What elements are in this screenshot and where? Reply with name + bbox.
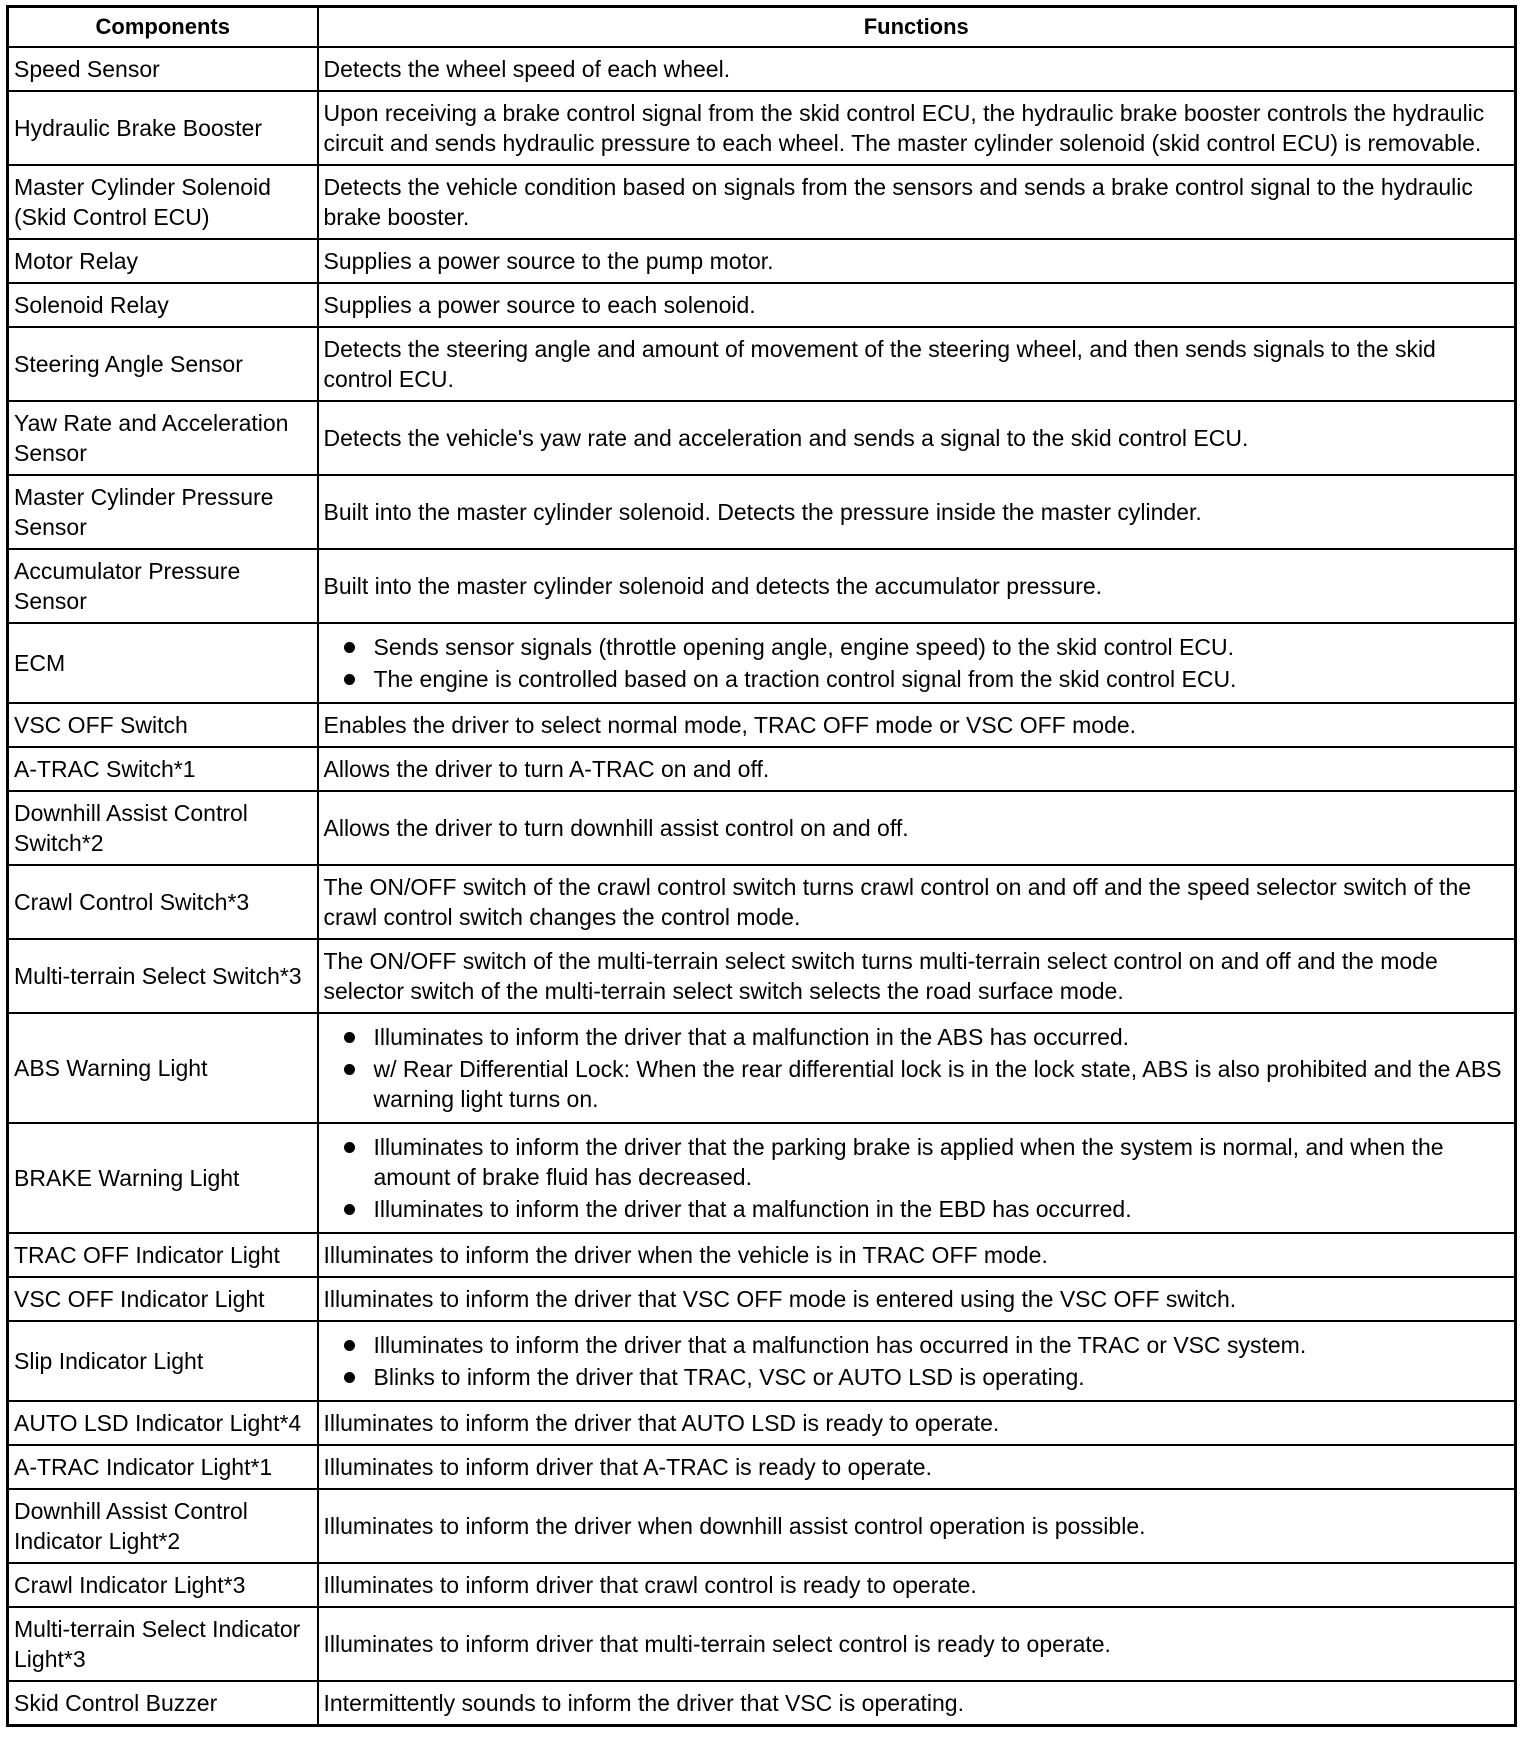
- table-row: [8, 1445, 1516, 1489]
- header-components: Components: [8, 7, 318, 48]
- components-table-container: [6, 5, 1514, 1727]
- function-bullet-item: [324, 1330, 1510, 1360]
- function-cell: Illuminates to inform the driver when the vehicle is in TRAC OFF mode.: [318, 1233, 1516, 1277]
- table-row: [8, 939, 1516, 1013]
- table-row: [8, 623, 1516, 703]
- function-bullet-text: Sends sensor signals (throttle opening angle, engine speed) to the skid control ECU.: [373, 634, 1234, 660]
- function-cell: Illuminates to inform driver that crawl control is ready to operate.: [318, 1563, 1516, 1607]
- table-row: [8, 401, 1516, 475]
- function-cell: Built into the master cylinder solenoid and detects the accumulator pressure.: [318, 549, 1516, 623]
- component-cell: A-TRAC Switch*1: [8, 747, 318, 791]
- table-row: [8, 1489, 1516, 1563]
- function-cell: Intermittently sounds to inform the driver that VSC is operating.: [318, 1681, 1516, 1726]
- component-cell: Crawl Indicator Light*3: [8, 1563, 318, 1607]
- component-cell: TRAC OFF Indicator Light: [8, 1233, 318, 1277]
- table-header-row: [8, 7, 1516, 48]
- table-row: [8, 1681, 1516, 1726]
- component-cell: Yaw Rate and Acceleration Sensor: [8, 401, 318, 475]
- component-cell: A-TRAC Indicator Light*1: [8, 1445, 318, 1489]
- function-bullet-text: Illuminates to inform the driver that the parking brake is applied when the system is normal, and when the amount of brake fluid has decreased.: [373, 1134, 1444, 1190]
- function-cell: Allows the driver to turn downhill assist control on and off.: [318, 791, 1516, 865]
- function-bullet-item: [324, 664, 1510, 694]
- component-cell: Speed Sensor: [8, 47, 318, 91]
- function-bullet-text: Blinks to inform the driver that TRAC, VSC or AUTO LSD is operating.: [373, 1364, 1085, 1390]
- component-cell: VSC OFF Indicator Light: [8, 1277, 318, 1321]
- table-row: [8, 475, 1516, 549]
- component-cell: Crawl Control Switch*3: [8, 865, 318, 939]
- bullet-dot-icon: [344, 1204, 355, 1215]
- function-cell: Detects the vehicle condition based on signals from the sensors and sends a brake control signal to the hydraulic brake booster.: [318, 165, 1516, 239]
- function-cell: The ON/OFF switch of the multi-terrain select switch turns multi-terrain select control on and off and the mode selector switch of the multi-terrain select switch selects the road surface mode.: [318, 939, 1516, 1013]
- table-body: [8, 47, 1516, 1726]
- function-bullet-list: [324, 632, 1510, 694]
- table-row: [8, 1607, 1516, 1681]
- function-cell: The ON/OFF switch of the crawl control switch turns crawl control on and off and the speed selector switch of the crawl control switch changes the control mode.: [318, 865, 1516, 939]
- function-cell: [318, 1123, 1516, 1233]
- component-cell: VSC OFF Switch: [8, 703, 318, 747]
- component-cell: Downhill Assist Control Indicator Light*2: [8, 1489, 318, 1563]
- table-row: [8, 747, 1516, 791]
- function-bullet-item: [324, 1054, 1510, 1114]
- component-cell: Hydraulic Brake Booster: [8, 91, 318, 165]
- table-row: [8, 47, 1516, 91]
- function-cell: [318, 1013, 1516, 1123]
- component-cell: Solenoid Relay: [8, 283, 318, 327]
- table-row: [8, 1277, 1516, 1321]
- bullet-dot-icon: [344, 642, 355, 653]
- function-cell: Supplies a power source to the pump motor.: [318, 239, 1516, 283]
- function-bullet-text: w/ Rear Differential Lock: When the rear differential lock is in the lock state, ABS is also prohibited and the ABS warning light turns on.: [373, 1056, 1502, 1112]
- table-row: [8, 1563, 1516, 1607]
- function-cell: Illuminates to inform the driver that AUTO LSD is ready to operate.: [318, 1401, 1516, 1445]
- function-bullet-text: Illuminates to inform the driver that a malfunction in the EBD has occurred.: [373, 1196, 1132, 1222]
- table-row: [8, 91, 1516, 165]
- table-row: [8, 549, 1516, 623]
- component-cell: ECM: [8, 623, 318, 703]
- bullet-dot-icon: [344, 1372, 355, 1383]
- function-bullet-item: [324, 632, 1510, 662]
- table-row: [8, 1123, 1516, 1233]
- function-cell: Detects the steering angle and amount of movement of the steering wheel, and then sends signals to the skid control ECU.: [318, 327, 1516, 401]
- function-bullet-list: [324, 1330, 1510, 1392]
- function-cell: Detects the vehicle's yaw rate and acceleration and sends a signal to the skid control ECU.: [318, 401, 1516, 475]
- function-cell: Illuminates to inform the driver when downhill assist control operation is possible.: [318, 1489, 1516, 1563]
- table-row: [8, 327, 1516, 401]
- function-cell: Upon receiving a brake control signal from the skid control ECU, the hydraulic brake booster controls the hydraulic circuit and sends hydraulic pressure to each wheel. The master cylinder solenoid (skid control ECU) is removable.: [318, 91, 1516, 165]
- bullet-dot-icon: [344, 1142, 355, 1153]
- component-cell: ABS Warning Light: [8, 1013, 318, 1123]
- table-row: [8, 865, 1516, 939]
- component-cell: Downhill Assist Control Switch*2: [8, 791, 318, 865]
- function-bullet-item: [324, 1194, 1510, 1224]
- function-cell: Allows the driver to turn A-TRAC on and off.: [318, 747, 1516, 791]
- function-cell: Illuminates to inform the driver that VSC OFF mode is entered using the VSC OFF switch.: [318, 1277, 1516, 1321]
- bullet-dot-icon: [344, 1340, 355, 1351]
- component-cell: Slip Indicator Light: [8, 1321, 318, 1401]
- table-row: [8, 239, 1516, 283]
- function-cell: Supplies a power source to each solenoid.: [318, 283, 1516, 327]
- table-row: [8, 1013, 1516, 1123]
- function-bullet-text: Illuminates to inform the driver that a malfunction in the ABS has occurred.: [373, 1024, 1130, 1050]
- function-bullet-item: [324, 1132, 1510, 1192]
- component-cell: Multi-terrain Select Switch*3: [8, 939, 318, 1013]
- function-bullet-list: [324, 1022, 1510, 1114]
- component-cell: BRAKE Warning Light: [8, 1123, 318, 1233]
- bullet-dot-icon: [344, 1032, 355, 1043]
- components-functions-table: [6, 5, 1517, 1727]
- function-cell: Detects the wheel speed of each wheel.: [318, 47, 1516, 91]
- function-cell: Built into the master cylinder solenoid. Detects the pressure inside the master cylinder.: [318, 475, 1516, 549]
- function-cell: [318, 623, 1516, 703]
- table-row: [8, 283, 1516, 327]
- function-cell: Enables the driver to select normal mode, TRAC OFF mode or VSC OFF mode.: [318, 703, 1516, 747]
- component-cell: Motor Relay: [8, 239, 318, 283]
- component-cell: AUTO LSD Indicator Light*4: [8, 1401, 318, 1445]
- table-row: [8, 1233, 1516, 1277]
- function-bullet-text: The engine is controlled based on a traction control signal from the skid control ECU.: [373, 666, 1237, 692]
- table-row: [8, 703, 1516, 747]
- header-functions: Functions: [318, 7, 1516, 48]
- component-cell: Accumulator Pressure Sensor: [8, 549, 318, 623]
- bullet-dot-icon: [344, 1064, 355, 1075]
- table-row: [8, 165, 1516, 239]
- table-row: [8, 1401, 1516, 1445]
- table-row: [8, 791, 1516, 865]
- table-row: [8, 1321, 1516, 1401]
- function-bullet-list: [324, 1132, 1510, 1224]
- function-cell: Illuminates to inform driver that A-TRAC is ready to operate.: [318, 1445, 1516, 1489]
- function-bullet-item: [324, 1362, 1510, 1392]
- function-cell: Illuminates to inform driver that multi-terrain select control is ready to operate.: [318, 1607, 1516, 1681]
- bullet-dot-icon: [344, 674, 355, 685]
- function-bullet-item: [324, 1022, 1510, 1052]
- function-bullet-text: Illuminates to inform the driver that a malfunction has occurred in the TRAC or VSC system.: [373, 1332, 1307, 1358]
- component-cell: Master Cylinder Pressure Sensor: [8, 475, 318, 549]
- component-cell: Master Cylinder Solenoid (Skid Control ECU): [8, 165, 318, 239]
- component-cell: Steering Angle Sensor: [8, 327, 318, 401]
- component-cell: Skid Control Buzzer: [8, 1681, 318, 1726]
- function-cell: [318, 1321, 1516, 1401]
- component-cell: Multi-terrain Select Indicator Light*3: [8, 1607, 318, 1681]
